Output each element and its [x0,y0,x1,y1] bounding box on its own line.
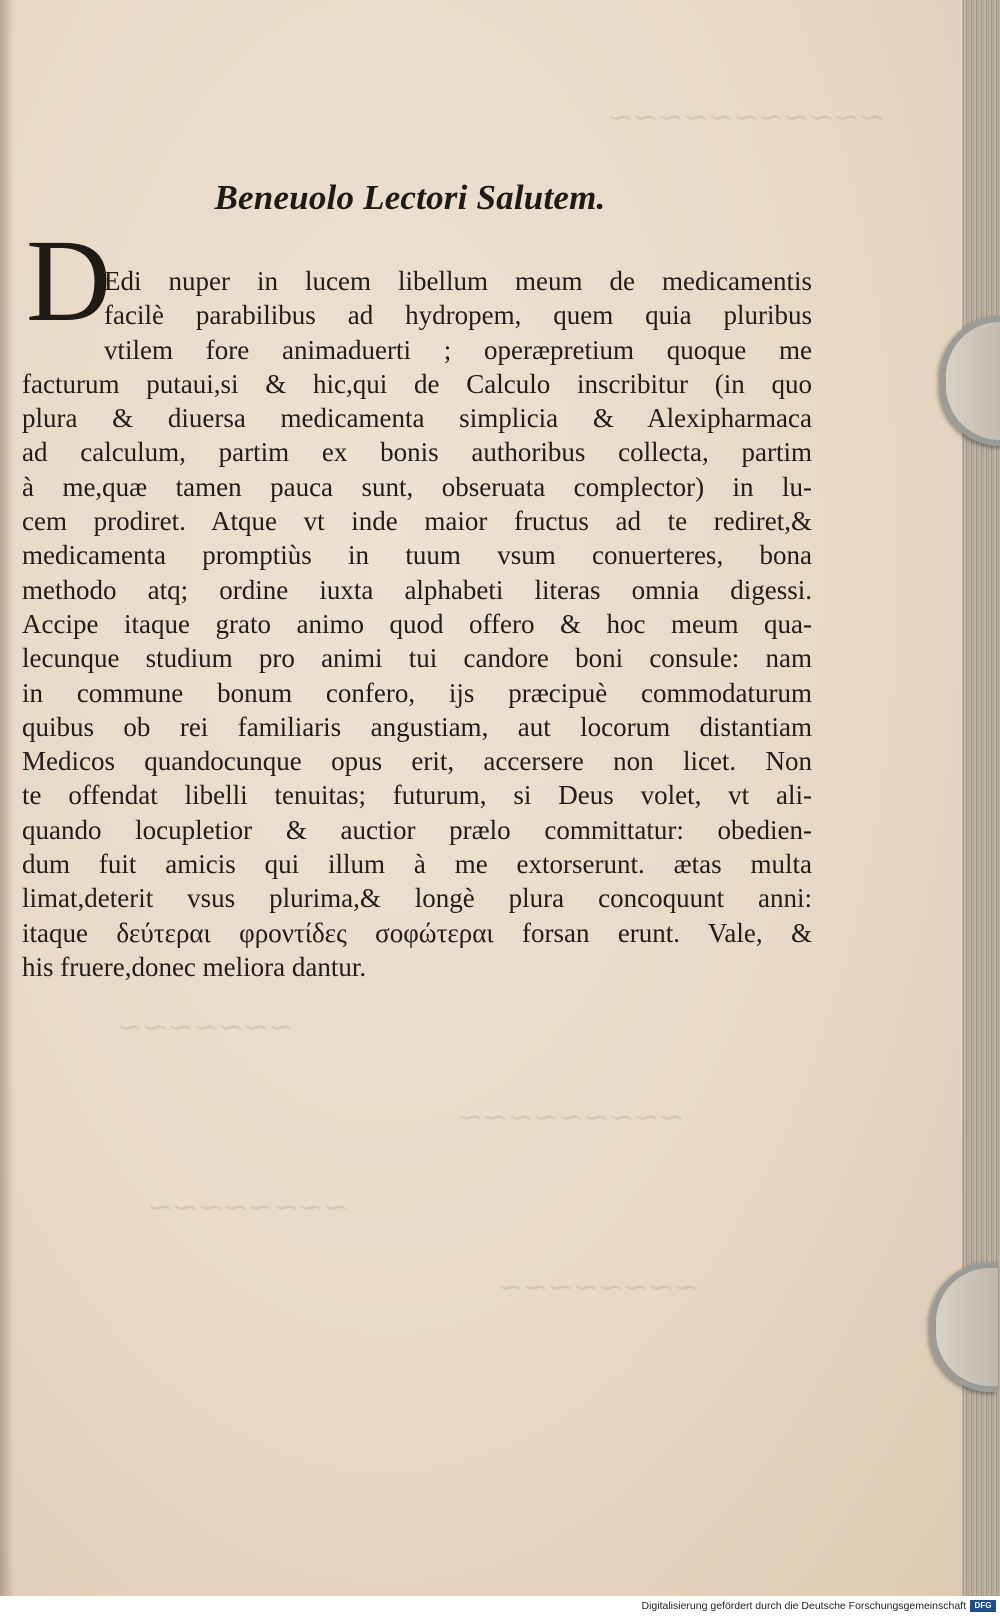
text-line: medicamenta promptiùs in tuum vsum conuerteres, bona [22,540,812,571]
funding-credit: Digitalisierung gefördert durch die Deutsche Forschungsgemeinschaft [641,1600,966,1612]
text-line: facilè parabilibus ad hydropem, quem quia pluribus [104,300,812,331]
drop-cap-initial: D [26,215,112,346]
text-line: facturum putaui,si & hic,qui de Calculo inscribitur (in quo [22,368,812,399]
text-line: quando locupletior & auctior prælo committatur: obedien- [22,814,812,845]
text-line: his fruere,donec meliora dantur. [22,951,367,982]
text-line: Edi nuper in lucem libellum meum de medicamentis [104,266,812,296]
text-line: cem prodiret. Atque vt inde maior fructus ad te rediret,& [22,506,812,537]
text-line: methodo atq; ordine iuxta alphabeti literas omnia digessi. [22,574,812,605]
text-line: itaque δεύτεραι φροντίδες σοφώτεραι forsan erunt. Vale, & [22,917,812,948]
bleed-through-mark: ∼∼∼∼∼∼∼∼ [150,1191,352,1224]
text-line: lecunque studium pro animi tui candore boni consule: nam [22,643,812,674]
text-line: quibus ob rei familiaris angustiam, aut locorum distantiam [22,711,812,742]
bleed-through-mark: ∼∼∼∼∼∼∼∼∼ [460,1101,687,1134]
text-line: Accipe itaque grato animo quod offero & hoc meum qua- [22,608,812,639]
text-line: te offendat libelli tenuitas; futurum, si Deus volet, vt ali- [22,780,812,811]
page-heading: Beneuolo Lectori Salutem. [214,178,606,217]
text-line: vtilem fore animaduerti ; operæpretium quoque me [104,334,812,365]
bleed-through-mark: ∼∼∼∼∼∼∼∼ [500,1271,702,1304]
text-line: plura & diuersa medicamenta simplicia & Alexipharmaca [22,403,812,434]
text-line: ad calculum, partim ex bonis authoribus collecta, partim [22,437,812,468]
text-line: in commune bonum confero, ijs præcipuè commodaturum [22,677,812,708]
text-line: Medicos quandocunque opus erit, accersere non licet. Non [22,746,812,777]
text-line: limat,deterit vsus plurima,& longè plura concoquunt anni: [22,883,812,914]
text-line: dum fuit amicis qui illum à me extorserunt. ætas multa [22,849,812,880]
bleed-through-mark: ∼∼∼∼∼∼∼ [120,1011,296,1044]
bleed-through-mark: ∼∼∼∼∼∼∼∼∼∼∼ [610,101,887,134]
text-line: à me,quæ tamen pauca sunt, obseruata complector) in lu- [22,471,812,502]
gutter-shadow [0,0,14,1596]
scan-footer [0,1596,1000,1616]
dfg-logo: DFG [970,1600,996,1612]
body-text [22,264,812,984]
